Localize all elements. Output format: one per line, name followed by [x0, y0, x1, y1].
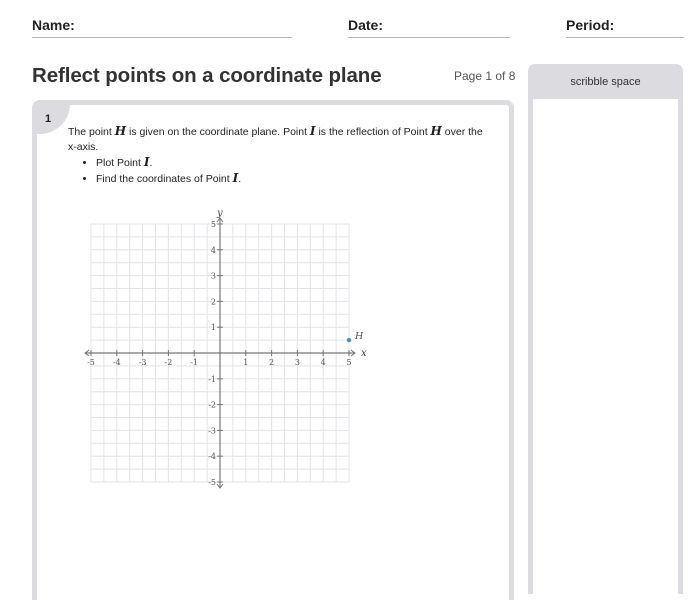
svg-text:3: 3 [210, 271, 216, 281]
question-text-part: is given on the coordinate plane. Point [126, 126, 310, 138]
svg-text:4: 4 [210, 245, 216, 255]
scribble-panel [528, 64, 683, 594]
coordinate-plane[interactable] [75, 200, 385, 500]
variable-i: I [309, 124, 316, 138]
date-field[interactable] [348, 37, 510, 38]
question-text-part: The point [68, 126, 115, 138]
date-label: Date: [348, 17, 384, 33]
question-text-part: over the x-axis. [68, 126, 483, 153]
question-text-part: is the reflection of Point [315, 126, 431, 138]
name-field[interactable] [32, 37, 292, 38]
instruction-text: Find the coordinates of Point [96, 173, 233, 185]
page-title: Reflect points on a coordinate plane [32, 64, 382, 87]
svg-text:-1: -1 [208, 374, 216, 384]
x-axis-label: x [361, 348, 367, 359]
axes [85, 218, 355, 488]
question-text [68, 124, 488, 187]
scribble-area[interactable] [533, 99, 678, 594]
period-field[interactable] [566, 37, 684, 38]
page-indicator: Page 1 of 8 [454, 69, 516, 83]
svg-text:-4: -4 [208, 452, 216, 462]
svg-text:-3: -3 [208, 426, 216, 436]
svg-text:-4: -4 [112, 358, 121, 367]
y-axis-label: y [217, 208, 223, 219]
question-number: 1 [45, 113, 52, 125]
svg-text:5: 5 [210, 220, 216, 229]
svg-text:2: 2 [269, 358, 275, 367]
name-label: Name: [32, 17, 75, 33]
svg-text:-5: -5 [87, 358, 95, 367]
instruction-text: . [149, 157, 153, 169]
scribble-label: scribble space [570, 76, 641, 88]
svg-text:-5: -5 [208, 478, 216, 487]
svg-text:1: 1 [243, 358, 249, 367]
svg-text:-1: -1 [190, 358, 199, 367]
svg-text:1: 1 [210, 323, 216, 333]
svg-text:3: 3 [294, 358, 300, 367]
variable-i: I [232, 171, 239, 185]
period-label: Period: [566, 17, 615, 33]
svg-text:-3: -3 [138, 358, 147, 367]
svg-text:2: 2 [210, 297, 216, 307]
svg-text:4: 4 [320, 358, 326, 367]
variable-h: H [430, 124, 442, 138]
instruction-list [68, 155, 488, 187]
question-number-tab [36, 104, 70, 134]
svg-text:-2: -2 [164, 358, 173, 367]
instruction-text: . [238, 173, 242, 185]
instruction-text: Plot Point [96, 157, 144, 169]
svg-text:-2: -2 [208, 400, 216, 410]
instruction-item [96, 155, 488, 171]
svg-text:5: 5 [346, 358, 352, 367]
instruction-item [96, 171, 488, 187]
point-h[interactable] [347, 338, 351, 342]
variable-h: H [114, 124, 127, 138]
variable-i: I [143, 155, 150, 169]
point-h-label: H [355, 331, 364, 343]
